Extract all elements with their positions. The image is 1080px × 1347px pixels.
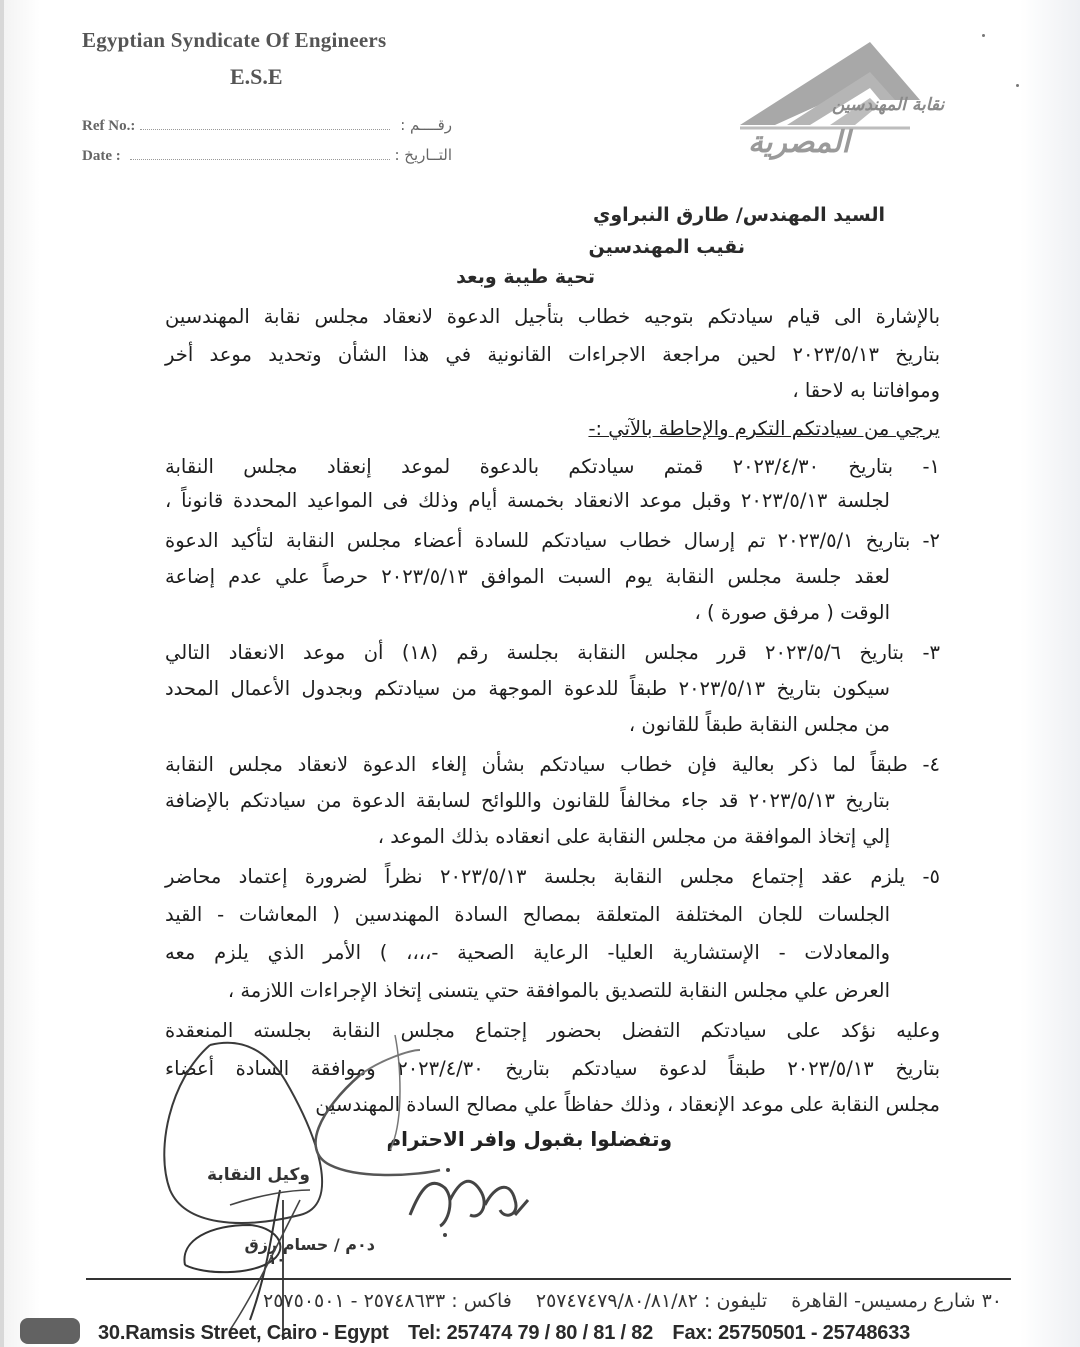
point-number: ٢- [922,529,940,552]
signatory-title: وكيل النقابة [207,1165,310,1185]
conclusion-line: مجلس النقابة على موعد الإنعقاد ، وذلك حفاظاً علي مصالح السادة المهندسين [315,1093,940,1116]
date-label-en: Date : [82,148,121,164]
intro-line: بتاريخ ٢٠٢٣/٥/١٣ لحين مراجعة الاجراءات القانونية في هذا الشأن وتحديد موعد أخر [165,343,940,366]
date-field [82,146,452,170]
point-text: بتاريخ ٢٠٢٣/٤/٣٠ قمتم سيادتكم بالدعوة لموعد إنعقاد مجلس النقابة [165,455,894,478]
ref-label-en: Ref No.: [82,118,136,134]
ref-number-field [82,116,452,140]
point-2-line [165,526,940,556]
overlay-handle[interactable] [20,1318,80,1344]
ref-dotted-line [140,129,390,130]
date-label-ar: التــاريخ : [394,146,452,164]
addressee-title: نقيب المهندسين [588,236,745,258]
footer-address-en: 30.Ramsis Street, Cairo - Egypt [98,1322,389,1344]
date-dotted-line [130,159,390,160]
point-5-line: العرض علي مجلس النقابة للتصديق بالموافقة حتي يتسنى إتخاذ الإجراءات اللازمة ، [227,979,890,1002]
closing-salutation: وتفضلوا بقبول وافر الاحترام [386,1127,672,1151]
org-name-en: Egyptian Syndicate Of Engineers [82,28,387,52]
point-5-line [165,862,940,892]
intro-line: وموافاتنا به لاحقا ، [792,379,940,402]
footer-fax-ar: فاكس : ٢٥٧٤٨٦٣٣ - ٢٥٧٥٠٥٠١ [263,1290,512,1312]
footer-contact-ar [245,1290,1002,1312]
addressee: السيد المهندس/ طارق النبراوي [592,204,885,226]
point-number: ٥- [922,865,940,888]
footer-phone-ar: تليفون : ٢٥٧٤٧٤٧٩/٨٠/٨١/٨٢ [535,1290,768,1312]
point-3-line: من مجلس النقابة طبقاً للقانون ، [628,713,890,736]
point-3-line: سيكون بتاريخ ٢٠٢٣/٥/١٣ طبقاً للدعوة الموجهة من سيادتكم وبجدول الأعمال المحدد [165,677,890,700]
point-number: ١- [922,455,940,478]
footer-divider [86,1278,1011,1280]
conclusion-line: وعليه نؤكد على سيادتكم التفضل بحضور إجتماع مجلس النقابة بجلسته المنعقدة [165,1019,940,1042]
point-number: ٣- [922,641,940,664]
page-edge-shadow [0,0,4,1347]
footer-contact-en [98,1322,924,1345]
point-text: بتاريخ ٢٠٢٣/٥/٦ قرر مجلس النقابة بجلسة رقم (١٨) أن موعد الانعقاد التالي [165,641,905,664]
org-abbreviation: E.S.E [230,64,283,89]
handwritten-number: ١٠ [268,1252,286,1268]
point-1-line: لجلسة ٢٠٢٣/٥/١٣ وقبل موعد الانعقاد بخمسة أيام وذلك فى المواعيد المحددة قانوناً ، [165,489,890,512]
point-3-line [165,638,940,668]
conclusion-line: بتاريخ ٢٠٢٣/٥/١٣ طبقاً لدعوة سيادتكم بتاريخ ٢٠٢٣/٤/٣٠ وموافقة السادة أعضاء [165,1057,941,1080]
intro-heading: يرجي من سيادتكم التكرم والإحاطة بالآتي :- [588,417,940,440]
signatory-name: د٠م / حسام رزق [244,1235,375,1254]
footer-address-ar: ٣٠ شارع رمسيس- القاهرة [791,1290,1002,1312]
point-2-line: الوقت ( مرفق صورة ) ، [694,601,890,624]
scan-speck [1016,84,1019,87]
point-5-line: والمعادلات - الإستشارية العليا- الرعاية الصحية -،،،، ) الأمر الذي يلزم معه [165,941,890,964]
intro-line: بالإشارة الى قيام سيادتكم بتوجيه خطاب بتأجيل الدعوة لانعقاد مجلس نقابة المهندسين [165,305,940,328]
greeting: تحية طيبة وبعد [456,266,595,288]
point-4-line: إلي إتخاذ الموافقة من مجلس النقابة على انعقاده بذلك الموعد ، [377,825,890,848]
footer-fax-en: Fax: 25750501 - 25748633 [672,1322,911,1344]
point-2-line: لعقد جلسة مجلس النقابة يوم السبت الموافق ٢٠٢٣/٥/١٣ حرصاً علي عدم إضاعة [165,565,890,588]
point-text: يلزم عقد إجتماع مجلس النقابة بجلسة ٢٠٢٣/٥/١٣ نظراً لضرورة إعتماد محاضر [165,865,906,888]
ref-label-ar: رقــــم : [400,116,452,134]
point-4-line: بتاريخ ٢٠٢٣/٥/١٣ قد جاء مخالفاً للقانون واللوائح لسابقة الدعوة من سيادتكم بالإضافة [165,789,891,812]
point-5-line: الجلسات للجان المختلفة المتعلقة بمصالح السادة المهندسين ( المعاشات - القيد [165,903,890,926]
logo-text-syndicate: نقابة المهندسين [832,95,945,115]
point-text: بتاريخ ٢٠٢٣/٥/١ تم إرسال خطاب سيادتكم للسادة أعضاء مجلس النقابة لتأكيد الدعوة [165,529,911,552]
point-number: ٤- [922,753,940,776]
point-1-line [165,452,940,482]
point-4-line [165,750,940,780]
footer-phone-en: Tel: 257474 79 / 80 / 81 / 82 [407,1322,654,1344]
point-text: طبقاً لما ذكر بعالية فإن خطاب سيادتكم بشأن إلغاء الدعوة لانعقاد مجلس النقابة [165,753,908,776]
logo-text-egyptian: المصرية [748,125,850,160]
scan-speck [982,34,985,37]
